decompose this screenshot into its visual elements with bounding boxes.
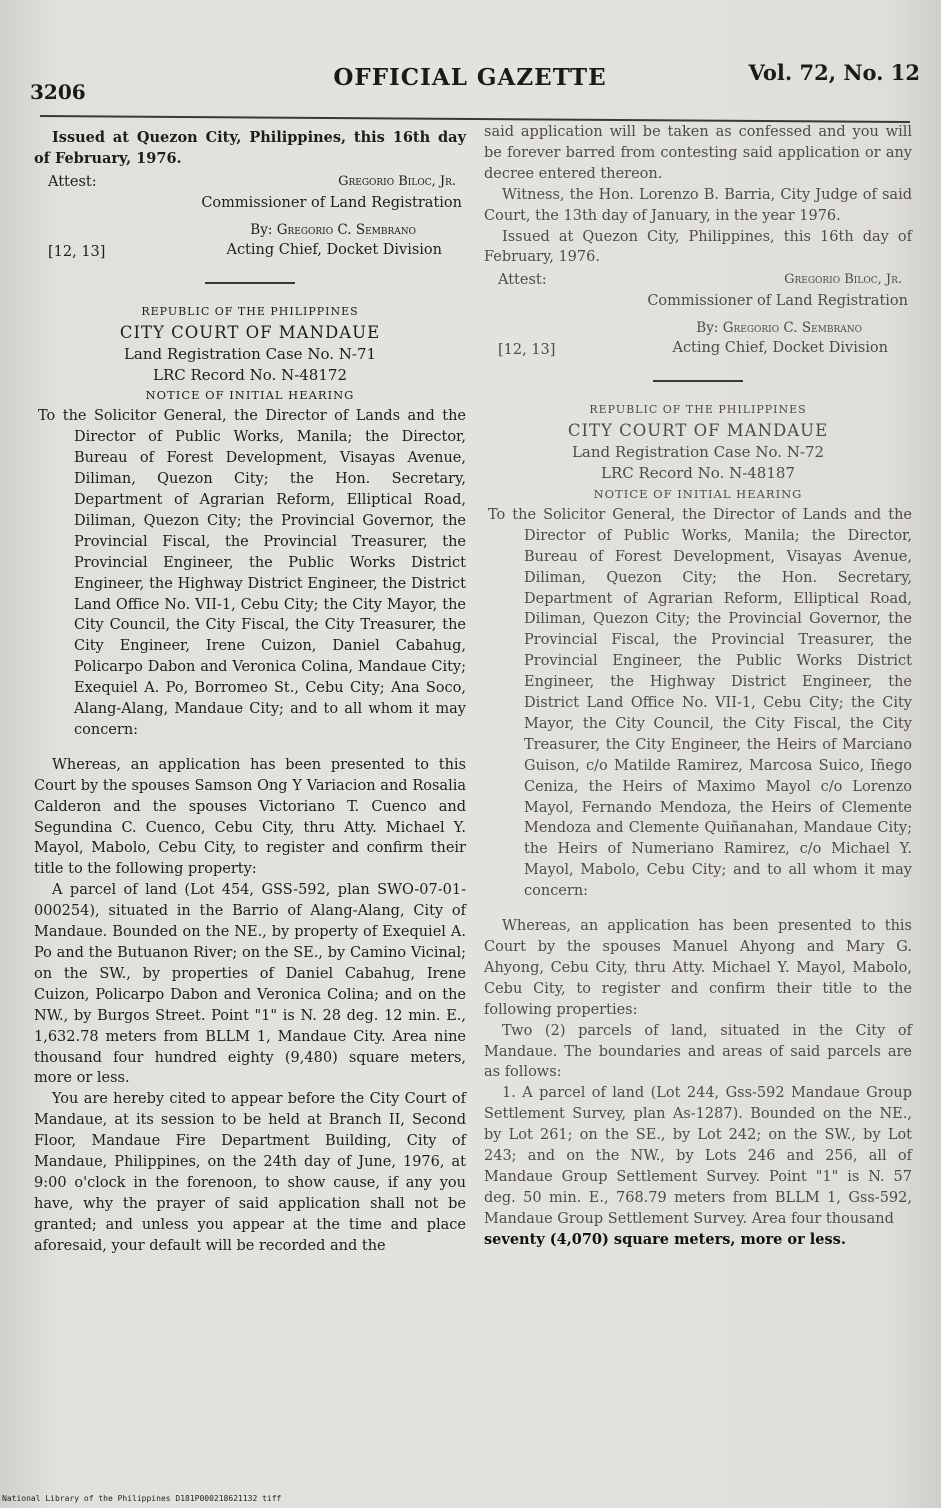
section-divider (653, 380, 743, 382)
issued-line: Issued at Quezon City, Philippines, this 16th day of February, 1976. (484, 228, 912, 266)
by-line (250, 220, 416, 241)
scan-footer: National Library of the Philippines D181P000218621132 tiff (2, 1494, 282, 1503)
by-name: Gregorio C. Sembrano (722, 320, 862, 337)
commissioner-name: Gregorio Biloc, Jr. (784, 272, 902, 288)
section-divider (205, 282, 295, 284)
whereas-paragraph: Whereas, an application has been presented to this Court by the spouses Manuel Ahyong and Mary G. Ahyong, Cebu City, thru Atty. Michael Y. Mayol, Mabolo, Cebu City, to register and confirm their title to the following properties: (484, 918, 912, 1018)
continued-paragraph: said application will be taken as confessed and you will be forever barred from contesting said application or any decree entered thereon. (484, 124, 912, 182)
case-number: Land Registration Case No. N-71 (123, 344, 377, 363)
acting-title: Acting Chief, Docket Division (672, 340, 888, 357)
addressees-paragraph: To the Solicitor General, the Director of Lands and the Director of Public Works, Manila; the Director, Bureau of Forest Development, Visayas Avenue, Diliman, Quezon City; the Hon. Secretary, Department of Agrarian Reform, Elliptical Road, Diliman, Quezon City; the Provincial Governor, the Provincial Fiscal, the Provincial Treasurer, the Provincial Engineer, the Public Works District Engineer, the Highway District Engineer, the District Land Office No. VII-1, Cebu City; the City Mayor, the City Council, the City Fiscal, the City Treasurer, the City Engineer, the Heirs of Marciano Guison, c/o Matilde Ramirez, Marcosa Suico, Iñego Ceniza, the Heirs of Maximo Mayol c/o Lorenzo Mayol, Fernando Mendoza, the Heirs of Clemente Mendoza and Clemente Quiñanahan, Mandaue City; the Heirs of Numeriano Ramirez, c/o Michael Y. Mayol, Mabolo, Cebu City; and to all whom it may concern: (488, 506, 912, 900)
parcel-paragraph: A parcel of land (Lot 454, GSS-592, plan SWO-07-01-000254), situated in the Barrio of Alang-Alang, City of Mandaue. Bounded on the NE., by property of Exequiel A. Po and the Butuanon River; on the SE., by Camino Vicinal; on the SW., by properties of Daniel Cabahug, Irene Cuizon, Policarpo Dabon and Veronica Colina; and on the NW., by Burgos Street. Point "1" is N. 28 deg. 12 min. E., 1,632.78 meters from BLLM 1, Mandaue City. Area nine thousand four hundred eighty (9,480) square meters, more or less. (34, 882, 466, 1087)
attest-block (34, 172, 466, 260)
lrc-record: LRC Record No. N-48187 (601, 464, 795, 483)
volume-number: Vol. 72, No. 12 (748, 60, 920, 85)
whereas-paragraph: Whereas, an application has been presented to this Court by the spouses Samson Ong Y Variacion and Rosalia Calderon and the spouses Victoriano T. Cuenco and Segundina C. Cuenco, Cebu City, thru Atty. Michael Y. Mayol, Mabolo, Cebu City, to register and confirm their title to the following property: (34, 756, 466, 878)
two-parcels-paragraph: Two (2) parcels of land, situated in the City of Mandaue. The boundaries and areas of said parcels are as follows: (484, 1022, 912, 1081)
addressees-paragraph: To the Solicitor General, the Director of Lands and the Director of Public Works, Manila; the Director, Bureau of Forest Development, Visayas Avenue, Diliman, Quezon City; the Hon. Secretary, Department of Agrarian Reform, Elliptical Road, Diliman, Quezon City; the Provincial Governor, the Provincial Fiscal, the Provincial Treasurer, the Provincial Engineer, the Public Works District Engineer, the Highway District Engineer, the District Land Office No. VII-1, Cebu City; the City Mayor, the City Council, the City Fiscal, the City Treasurer, the City Engineer, Irene Cuizon, Daniel Cabahug, Policarpo Dabon and Veronica Colina, Mandaue City; Exequiel A. Po, Borromeo St., Cebu City; Ana Soco, Alang-Alang, Mandaue City; and to all whom it may concern: (38, 408, 466, 738)
commissioner-title: Commissioner of Land Registration (201, 194, 462, 211)
court-heading: CITY COURT OF MANDAUE (119, 322, 381, 342)
parcel-one-paragraph: 1. A parcel of land (Lot 244, Gss-592 Mandaue Group Settlement Survey, plan As-1287). Bounded on the NE., by Lot 261; on the SE., by Lot 242; on the SW., by Lot 243; and on the NW., by Lots 246 and 256, all of Mandaue Group Settlement Survey. Point "1" is N. 57 deg. 50 min. E., 768.79 meters from BLLM 1, Gss-592, Mandaue Group Settlement Survey. Area four thousand (484, 1085, 912, 1227)
publication-title: OFFICIAL GAZETTE (333, 64, 607, 91)
issued-line: Issued at Quezon City, Philippines, this 16th day of February, 1976. (34, 129, 466, 167)
right-column (484, 122, 912, 1251)
notice-heading: NOTICE OF INITIAL HEARING (145, 388, 355, 403)
lrc-record: LRC Record No. N-48172 (153, 365, 347, 384)
commissioner-title: Commissioner of Land Registration (647, 293, 908, 310)
notice-heading: NOTICE OF INITIAL HEARING (593, 486, 803, 501)
by-label: By: (250, 221, 273, 238)
page-header (0, 60, 941, 110)
commissioner-name: Gregorio Biloc, Jr. (338, 173, 456, 189)
page-number: 3206 (30, 80, 86, 104)
left-column (34, 128, 466, 1257)
court-heading: CITY COURT OF MANDAUE (567, 421, 829, 441)
by-name: Gregorio C. Sembrano (276, 221, 416, 238)
citation-paragraph: You are hereby cited to appear before the City Court of Mandaue, at its session to be held at Branch II, Second Floor, Mandaue Fire Department Building, City of Mandaue, Philippines, on the 24th day of June, 1976, at 9:00 o'clock in the forenoon, to show cause, if any you have, why the prayer of said application shall not be granted; and unless you appear at the time and place aforesaid, your default will be recorded and the (34, 1091, 466, 1254)
republic-heading: REPUBLIC OF THE PHILIPPINES (589, 403, 807, 417)
attest-block (484, 270, 912, 359)
case-number: Land Registration Case No. N-72 (571, 443, 825, 462)
republic-heading: REPUBLIC OF THE PHILIPPINES (141, 304, 359, 318)
parcel-one-area: seventy (4,070) square meters, more or less. (484, 1230, 846, 1248)
witness-paragraph: Witness, the Hon. Lorenzo B. Barria, City Judge of said Court, the 13th day of January, in the year 1976. (484, 186, 912, 224)
attest-label: Attest: (498, 272, 547, 289)
by-label: By: (696, 320, 719, 337)
attest-label: Attest: (48, 173, 97, 190)
issue-reference: [12, 13] (48, 243, 106, 260)
acting-title: Acting Chief, Docket Division (226, 241, 442, 258)
by-line (696, 318, 862, 339)
issue-reference: [12, 13] (498, 342, 556, 359)
